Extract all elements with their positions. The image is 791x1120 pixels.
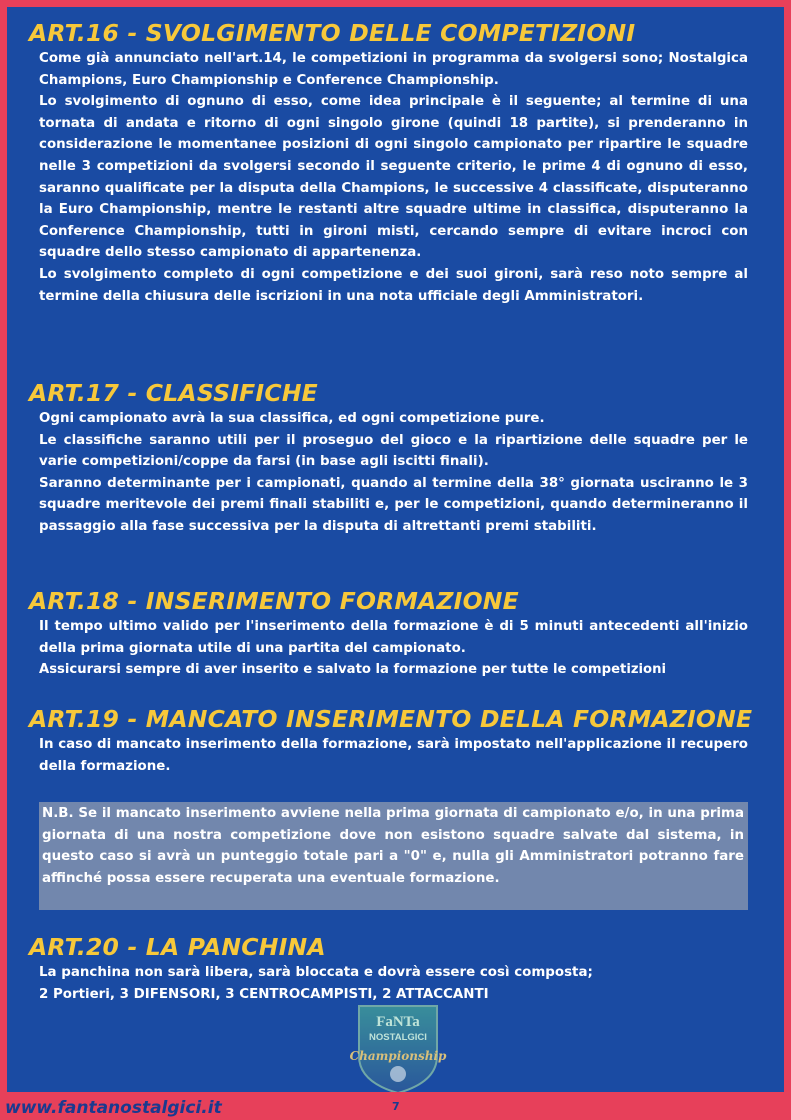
- page-number: 7: [392, 1100, 400, 1113]
- football-icon: [390, 1066, 406, 1082]
- article-17-paragraph-3: Saranno determinante per i campionati, quando al termine della 38° giornata usciranno le 3 squadre meritevole dei premi finali stabiliti e, per le competizioni, quando determineranno il passaggio alla fase successiva per la disputa di altrettanti premi stabiliti.: [39, 475, 748, 534]
- article-17-paragraph-2: Le classifiche saranno utili per il proseguo del gioco e la ripartizione delle squadre per le varie competizioni/coppe da farsi (in base agli iscitti finali).: [39, 432, 748, 470]
- article-20-paragraph-1: La panchina non sarà libera, sarà bloccata e dovrà essere così composta;: [39, 965, 593, 980]
- article-16-paragraph-3: Lo svolgimento completo di ogni competizione e dei suoi gironi, sarà reso noto sempre al termine della chiusura delle iscrizioni in una nota ufficiale degli Amministratori.: [39, 266, 748, 304]
- article-19-title: ART.19 - MANCATO INSERIMENTO DELLA FORMAZIONE: [29, 705, 753, 733]
- fantanostalgici-logo: [345, 1000, 451, 1092]
- footer-website-url: www.fantanostalgici.it: [5, 1098, 222, 1118]
- article-17-paragraph-1: Ogni campionato avrà la sua classifica, ed ogni competizione pure.: [39, 411, 545, 426]
- article-17: [7, 378, 784, 538]
- article-16-paragraph-1: Come già annunciato nell'art.14, le competizioni in programma da svolgersi sono; Nostalgica Champions, Euro Championship e Conference Championship.: [39, 51, 748, 88]
- article-18-paragraph-2: Assicurarsi sempre di aver inserito e salvato la formazione per tutte le competizioni: [39, 662, 667, 678]
- article-20-title: ART.20 - LA PANCHINA: [29, 933, 326, 961]
- article-16-title: ART.16 - SVOLGIMENTO DELLE COMPETIZIONI: [29, 19, 636, 47]
- logo-script: Championship: [349, 1049, 447, 1063]
- article-17-title: ART.17 - CLASSIFICHE: [29, 379, 318, 407]
- article-18: [7, 586, 784, 681]
- article-18-title: ART.18 - INSERIMENTO FORMAZIONE: [29, 587, 519, 615]
- article-19: [7, 704, 784, 777]
- article-19-note: N.B. Se il mancato inserimento avviene nella prima giornata di campionato e/o, in una prima giornata di una nostra competizione dove non esistono squadre salvate dal sistema, in questo caso si avrà un punteggio totale pari a "0" e, nulla gli Amministratori potranno fare affinché possa essere recuperata una eventuale formazione.: [39, 802, 748, 910]
- article-19-paragraph-1: In caso di mancato inserimento della formazione, sarà impostato nell'applicazione il recupero della formazione.: [39, 737, 748, 774]
- page: [7, 7, 784, 1092]
- article-16-paragraph-2: Lo svolgimento di ognuno di esso, come idea principale è il seguente; al termine di una tornata di andata e ritorno di ogni singolo girone (quindi 18 partite), si prenderanno in considerazione le momentanee posizioni di ogni singolo campionato per ripartire le squadre nelle 3 competizioni da svolgersi secondo il seguente criterio, le prime 4 di ognuno di esso, saranno qualificate per la disputa della Champions, le successive 4 classificate, disputeranno la Euro Championship, mentre le restanti altre squadre ultime in classifica, disputeranno la Conference Championship, tutti in gironi misti, cercando sempre di evitare incroci con squadre dello stesso campionato di appartenenza.: [39, 94, 748, 261]
- logo-line-2: NOSTALGICI: [369, 1032, 427, 1043]
- article-20-paragraph-2: 2 Portieri, 3 DIFENSORI, 3 CENTROCAMPISTI, 2 ATTACCANTI: [39, 986, 489, 1002]
- logo-line-1: FaNTa: [376, 1014, 420, 1030]
- article-18-paragraph-1: Il tempo ultimo valido per l'inserimento della formazione è di 5 minuti antecedenti all'inizio della prima giornata utile di una partita del campionato.: [39, 619, 748, 656]
- article-16: [7, 18, 784, 307]
- article-20: [7, 932, 784, 1005]
